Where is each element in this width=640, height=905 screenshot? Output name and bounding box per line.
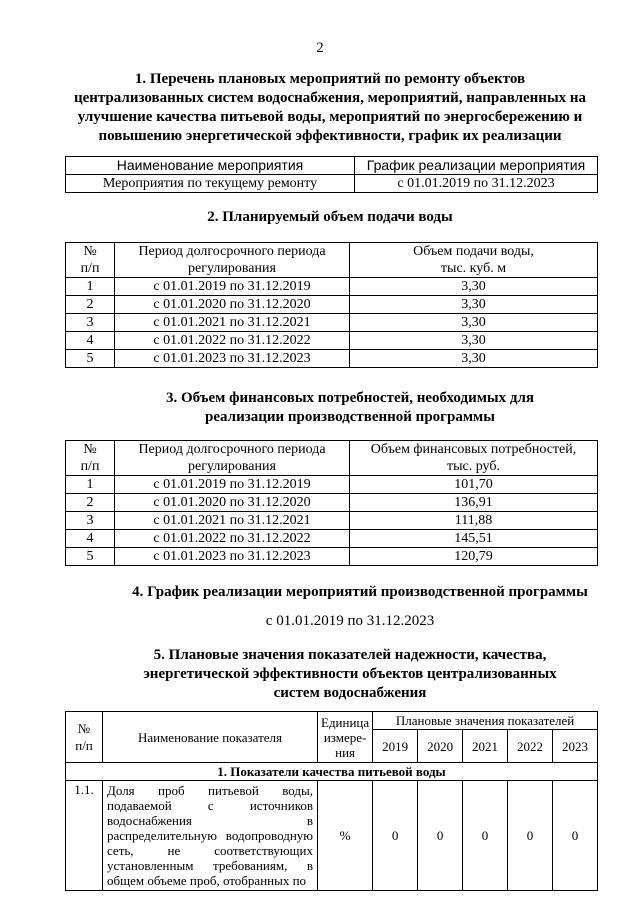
header-volume-line: тыс. куб. м [440,261,507,276]
header-year: 2020 [418,730,463,763]
cell-period: с 01.01.2023 по 31.12.2023 [115,350,350,368]
header-num-line: № [83,244,97,259]
table-row [66,476,598,494]
table-row [66,350,598,368]
header-unit [318,712,373,763]
cell-period: с 01.01.2021 по 31.12.2021 [115,512,350,530]
table-row [66,332,598,350]
s1-title-line: 1. Перечень плановых мероприятий по ремонту объектов [134,71,526,87]
header-period [115,243,350,278]
cell-num: 1 [66,476,115,494]
cell-value: 0 [463,781,508,891]
table-row [66,296,598,314]
section-1-title [40,70,620,146]
table-row [66,530,598,548]
header-finance-line: Объем финансовых потребностей, [370,442,577,457]
header-year: 2023 [552,730,597,763]
table-row [66,548,598,566]
header-num [66,712,103,763]
section-quality-indicators: 1. Показатели качества питьевой воды [66,763,598,781]
cell-num: 1.1. [66,781,103,891]
financial-needs-table [65,440,598,566]
cell-period: с 01.01.2019 по 31.12.2019 [115,476,350,494]
cell-num: 4 [66,332,115,350]
measures-table [65,156,598,193]
cell-value: 0 [552,781,597,891]
cell-period: с 01.01.2020 по 31.12.2020 [115,494,350,512]
header-year: 2022 [508,730,553,763]
header-year: 2019 [373,730,418,763]
cell-period: с 01.01.2021 по 31.12.2021 [115,314,350,332]
cell-volume: 3,30 [350,332,598,350]
cell-period: с 01.01.2019 по 31.12.2019 [115,278,350,296]
cell-period: с 01.01.2023 по 31.12.2023 [115,548,350,566]
header-volume-line: Объем подачи воды, [413,244,534,259]
header-num-line: № [83,442,97,457]
cell-period: с 01.01.2022 по 31.12.2022 [115,530,350,548]
header-num [66,243,115,278]
cell-period: с 01.01.2020 по 31.12.2020 [115,296,350,314]
header-indicator-name: Наименование показателя [103,712,318,763]
cell-indicator-name: Доля проб питьевой воды, подаваемой с источников водоснабжения в распределительную водопроводную сеть, не соответствующих установленным требованиям, в общем объеме проб, отобранных по [103,781,318,891]
s3-title-line: реализации производственной программы [205,409,495,425]
header-measure-schedule: График реализации мероприятия [355,157,598,175]
header-finance [350,441,598,476]
header-period-line: регулирования [188,459,276,474]
indicators-table [65,711,598,891]
page-number: 2 [316,40,324,56]
header-period-line: Период долгосрочного периода [138,244,326,259]
section-5-title [40,646,640,703]
cell-volume: 3,30 [350,296,598,314]
header-num-line: п/п [75,738,93,753]
header-year: 2021 [463,730,508,763]
table-row [66,314,598,332]
header-num-line: № [77,721,91,736]
s1-title-line: улучшение качества питьевой воды, мероприятий по энергосбережению и [77,109,583,125]
cell-value: 0 [373,781,418,891]
s5-title-line: энергетической эффективности объектов централизованных [143,666,557,682]
water-supply-table [65,242,598,368]
cell-num: 3 [66,314,115,332]
header-num-line: п/п [80,261,100,276]
cell-measure-schedule: с 01.01.2019 по 31.12.2023 [355,175,598,193]
cell-finance: 101,70 [350,476,598,494]
header-period-line: Период долгосрочного периода [138,442,326,457]
cell-measure-name: Мероприятия по текущему ремонту [66,175,355,193]
s3-title-line: 3. Объем финансовых потребностей, необходимых для [165,390,535,406]
cell-num: 2 [66,494,115,512]
cell-volume: 3,30 [350,314,598,332]
table-row [66,512,598,530]
header-period [115,441,350,476]
section-4-period: с 01.01.2019 по 31.12.2023 [265,613,435,629]
cell-volume: 3,30 [350,278,598,296]
cell-finance: 111,88 [350,512,598,530]
cell-value: 0 [418,781,463,891]
cell-num: 1 [66,278,115,296]
table-row [66,494,598,512]
header-volume [350,243,598,278]
header-plan-values: Плановые значения показателей [373,712,598,730]
header-unit-line: ния [335,744,356,760]
cell-num: 4 [66,530,115,548]
header-unit-line: Единица [321,714,370,730]
cell-finance: 120,79 [350,548,598,566]
header-unit-line: измере- [323,729,367,745]
header-num-line: п/п [80,459,100,474]
s5-title-line: 5. Плановые значения показателей надежности, качества, [153,647,547,663]
header-num [66,441,115,476]
cell-num: 5 [66,350,115,368]
cell-value: 0 [508,781,553,891]
header-finance-line: тыс. руб. [447,459,500,474]
cell-finance: 136,91 [350,494,598,512]
cell-num: 2 [66,296,115,314]
s5-title-line: систем водоснабжения [273,685,427,701]
header-measure-name: Наименование мероприятия [66,157,355,175]
section-3-title [40,389,640,427]
cell-volume: 3,30 [350,350,598,368]
s1-title-line: централизованных систем водоснабжения, мероприятий, направленных на [73,90,587,106]
table-row [66,278,598,296]
section-2-title: 2. Планируемый объем подачи воды [207,209,453,225]
cell-finance: 145,51 [350,530,598,548]
cell-num: 3 [66,512,115,530]
cell-unit: % [318,781,373,891]
section-4-title: 4. График реализации мероприятий производственной программы [132,584,588,600]
cell-num: 5 [66,548,115,566]
cell-period: с 01.01.2022 по 31.12.2022 [115,332,350,350]
table-row [66,781,598,891]
header-period-line: регулирования [188,261,276,276]
s1-title-line: повышению энергетической эффективности, график их реализации [98,128,562,144]
